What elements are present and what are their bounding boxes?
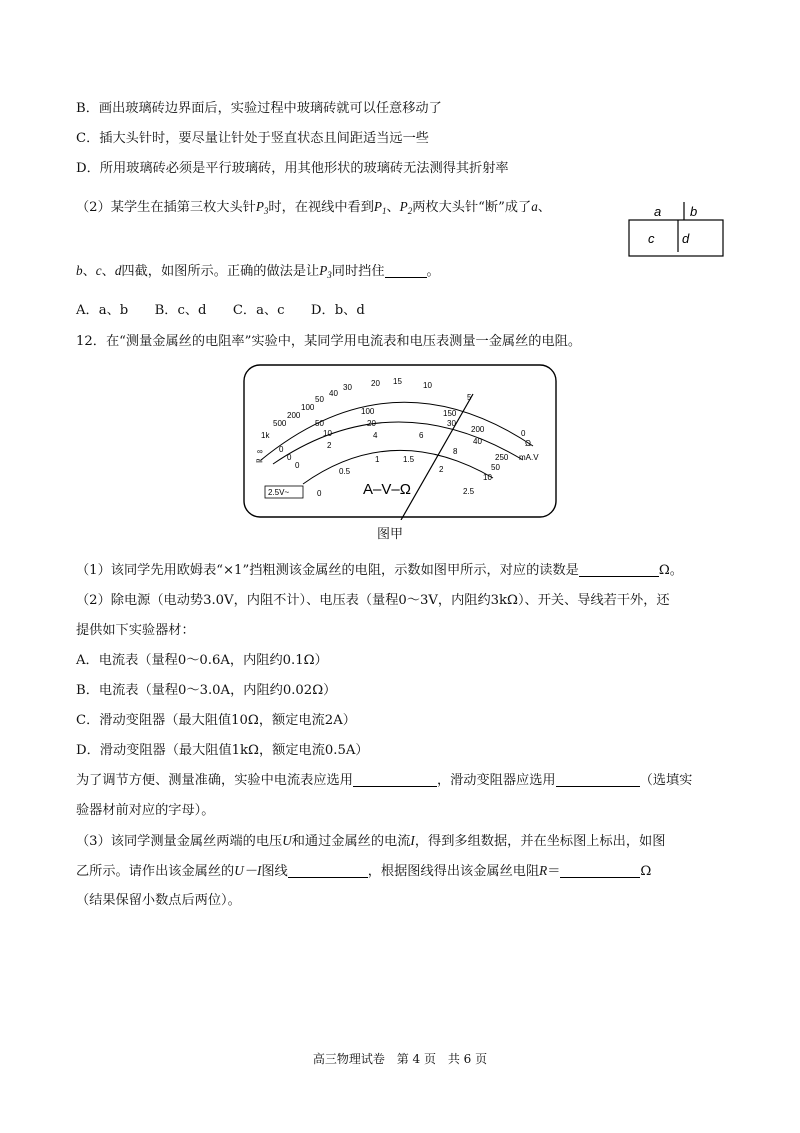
ohm-tick: 15 [393,377,402,386]
answer-blank[interactable] [353,772,437,787]
q2-line2: b、c、d四截，如图所示。正确的做法是让$P_3$同时挡住 。 [76,263,440,280]
ohm-tick: 30 [343,383,352,392]
option-b: B．画出玻璃砖边界面后，实验过程中玻璃砖就可以任意移动了 [76,101,442,116]
ac-tick: 1.5 [403,455,415,464]
pin-label-d: d [682,231,690,246]
ohm-tick: 0 [521,429,526,438]
q12-title: 12．在“测量金属丝的电阻率”实验中，某同学用电流表和电压表测量一金属丝的电阻。 [76,334,582,349]
ohm-unit: Ω [525,439,531,448]
dc-tick: 250 [495,453,509,462]
dc-tick: 10 [483,473,492,482]
meter-center-label: A–V–Ω [363,481,411,498]
dc-tick: 20 [367,419,376,428]
dc-tick: 6 [419,431,424,440]
ohm-tick: 40 [329,389,338,398]
ohm-tick: 10 [423,381,432,390]
option-c: C．插大头针时，要尽量让针处于竖直状态且间距适当远一些 [76,131,429,146]
ohm-tick: 1k [261,431,270,440]
figure-caption-jia: 图甲 [377,527,404,542]
dc-tick: 200 [471,425,485,434]
dc-tick: 40 [473,437,482,446]
answer-blank[interactable] [288,863,368,878]
dc-tick: 30 [447,419,456,428]
dc-tick: 10 [323,429,332,438]
ac-tick: 2.5 [463,487,475,496]
dc-tick: 50 [491,463,500,472]
pin-label-c: c [648,231,655,246]
dc-tick: 2 [327,441,332,450]
sub2d: 验器材前对应的字母）。 [76,803,215,818]
dc-unit: mA.V [519,453,539,462]
ohm-tick: 500 [273,419,287,428]
sub3b: 乙所示。请作出该金属丝的U－I图线 ，根据图线得出该金属丝电阻R＝ Ω [76,863,652,879]
sub3c: （结果保留小数点后两位）。 [76,893,241,908]
dc-tick: 0 [279,445,284,454]
answer-blank[interactable] [560,863,640,878]
dc-tick: 100 [361,407,375,416]
answer-blank[interactable] [579,562,659,577]
page-footer: 高三物理试卷 第 4 页 共 6 页 [312,1052,488,1066]
ohm-tick: 20 [371,379,380,388]
sub2a: （2）除电源（电动势3.0V，内阻不计）、电压表（量程0～3V，内阻约3kΩ）、开关、导线若干外，还 [76,593,670,608]
pin-label-b: b [690,204,698,219]
dc-tick: 150 [443,409,457,418]
dc-tick: 8 [453,447,458,456]
ohm-tick: ∞ [257,447,263,456]
pin-figure [626,200,726,260]
answer-blank[interactable] [385,263,427,278]
ac-tick: 2 [439,465,444,474]
dc-tick: 50 [315,419,324,428]
equip-c: C．滑动变阻器（最大阻值10Ω，额定电流2A） [76,713,356,728]
left-symbol: ≃ [255,456,264,467]
ac-label: 2.5V~ [268,488,290,497]
ohm-tick: 50 [315,395,324,404]
sub2b: 提供如下实验器材： [76,623,195,638]
pin-label-a: a [654,204,662,219]
ohm-tick: 100 [301,403,315,412]
equip-b: B．电流表（量程0～3.0A，内阻约0.02Ω） [76,683,337,698]
ohm-tick: 200 [287,411,301,420]
ac-tick: 1 [375,455,380,464]
q2-line1: （2）某学生在插第三枚大头针$P_3$时，在视线中看到$P_1$、$P_2$两枚大头针“断”成了a、 [76,199,551,216]
sub2c: 为了调节方便、测量准确，实验中电流表应选用 ，滑动变阻器应选用 （选填实 [76,773,693,788]
multimeter-dial [243,364,557,520]
sub3a: （3）该同学测量金属丝两端的电压U和通过金属丝的电流I，得到多组数据，并在坐标图上标出，如图 [76,833,666,849]
ohm-tick: 5 [467,393,472,402]
sub1: （1）该同学先用欧姆表“×1”挡粗测该金属丝的电阻，示数如图甲所示，对应的读数是 Ω。 [76,563,683,578]
dc-tick: 4 [373,431,378,440]
answer-blank[interactable] [556,772,640,787]
q2-choices: A．a、b B．c、d C．a、c D．b、d [76,303,365,318]
dc-tick: 0 [287,453,292,462]
dc-tick: 0 [295,461,300,470]
option-d: D．所用玻璃砖必须是平行玻璃砖，用其他形状的玻璃砖无法测得其折射率 [76,161,509,176]
equip-a: A．电流表（量程0～0.6A，内阻约0.1Ω） [76,653,328,668]
ac-tick: 0.5 [339,467,351,476]
ac-tick: 0 [317,489,322,498]
equip-d: D．滑动变阻器（最大阻值1kΩ，额定电流0.5A） [76,743,369,758]
